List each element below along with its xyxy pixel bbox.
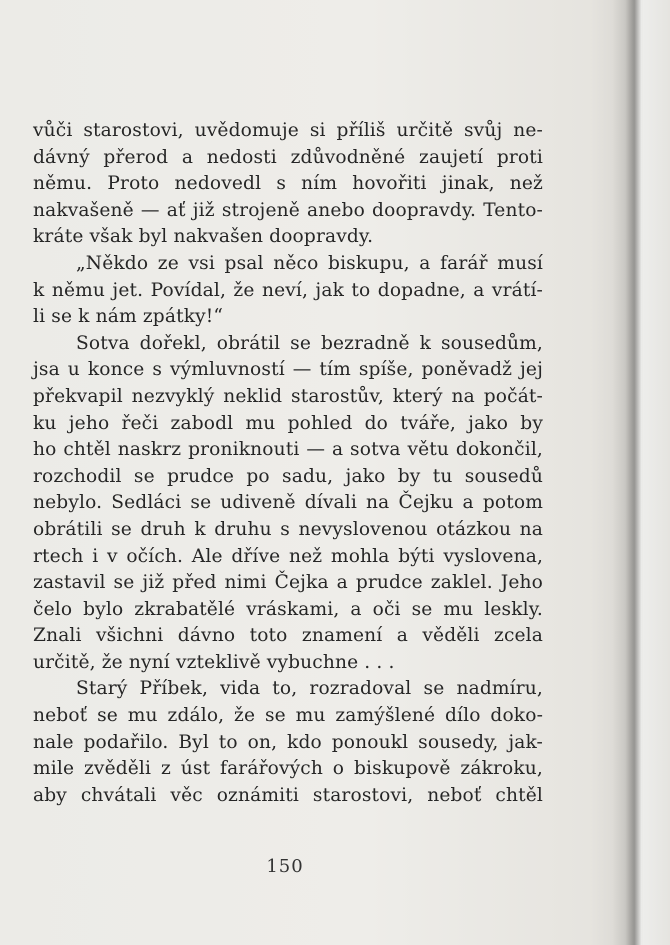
text-line: k němu jet. Povídal, že neví, jak to dopadne, a vrátí-: [33, 279, 543, 301]
text-line: jsa u konce s výmluvností — tím spíše, poněvadž jej: [33, 359, 543, 381]
body-text: [33, 118, 543, 809]
book-gutter-shadow: [612, 0, 642, 945]
text-line: čelo bylo zkrabatělé vráskami, a oči se mu leskly.: [33, 598, 543, 620]
text-line: kráte však byl nakvašen doopravdy.: [33, 226, 374, 248]
text-line: rtech i v očích. Ale dříve než mohla býti vyslovena,: [33, 545, 543, 567]
text-line: aby chvátali věc oznámiti starostovi, neboť chtěl: [33, 784, 543, 806]
text-line: neboť se mu zdálo, že se mu zamýšlené dílo doko-: [33, 705, 543, 727]
text-line: Sotva dořekl, obrátil se bezradně k sousedům,: [76, 332, 543, 354]
text-line: určitě, že nyní vzteklivě vybuchne . . .: [33, 651, 395, 673]
text-line: rozchodil se prudce po sadu, jako by tu sousedů: [33, 465, 543, 487]
text-line: nakvašeně — ať již strojeně anebo doopravdy. Tento-: [33, 199, 543, 221]
text-line: zastavil se již před nimi Čejka a prudce zaklel. Jeho: [33, 572, 543, 594]
text-line: li se k nám zpátky!“: [33, 306, 224, 328]
text-line: mile zvěděli z úst farářových o biskupově zákroku,: [33, 758, 543, 780]
text-line: Znali všichni dávno toto znamení a věděli zcela: [33, 625, 543, 647]
text-line: dávný přerod a nedosti zdůvodněné zaujetí proti: [33, 146, 543, 168]
text-line: obrátili se druh k druhu s nevyslovenou otázkou na: [33, 518, 543, 540]
text-line: nale podařilo. Byl to on, kdo ponoukl sousedy, jak-: [33, 731, 543, 753]
text-line: ku jeho řeči zabodl mu pohled do tváře, jako by: [33, 412, 543, 434]
text-line: ho chtěl naskrz proniknouti — a sotva větu dokončil,: [33, 439, 543, 461]
page-number: 150: [266, 856, 304, 877]
text-line: vůči starostovi, uvědomuje si příliš určitě svůj ne-: [33, 120, 543, 141]
text-line: nebylo. Sedláci se udiveně dívali na Čejku a potom: [33, 492, 543, 514]
text-line: Starý Příbek, vida to, rozradoval se nadmíru,: [76, 678, 543, 700]
text-line: němu. Proto nedovedl s ním hovořiti jinak, než: [33, 173, 543, 195]
text-line: překvapil nezvyklý neklid starostův, který na počát-: [33, 385, 543, 407]
text-line: „Někdo ze vsi psal něco biskupu, a farář musí: [76, 252, 543, 274]
